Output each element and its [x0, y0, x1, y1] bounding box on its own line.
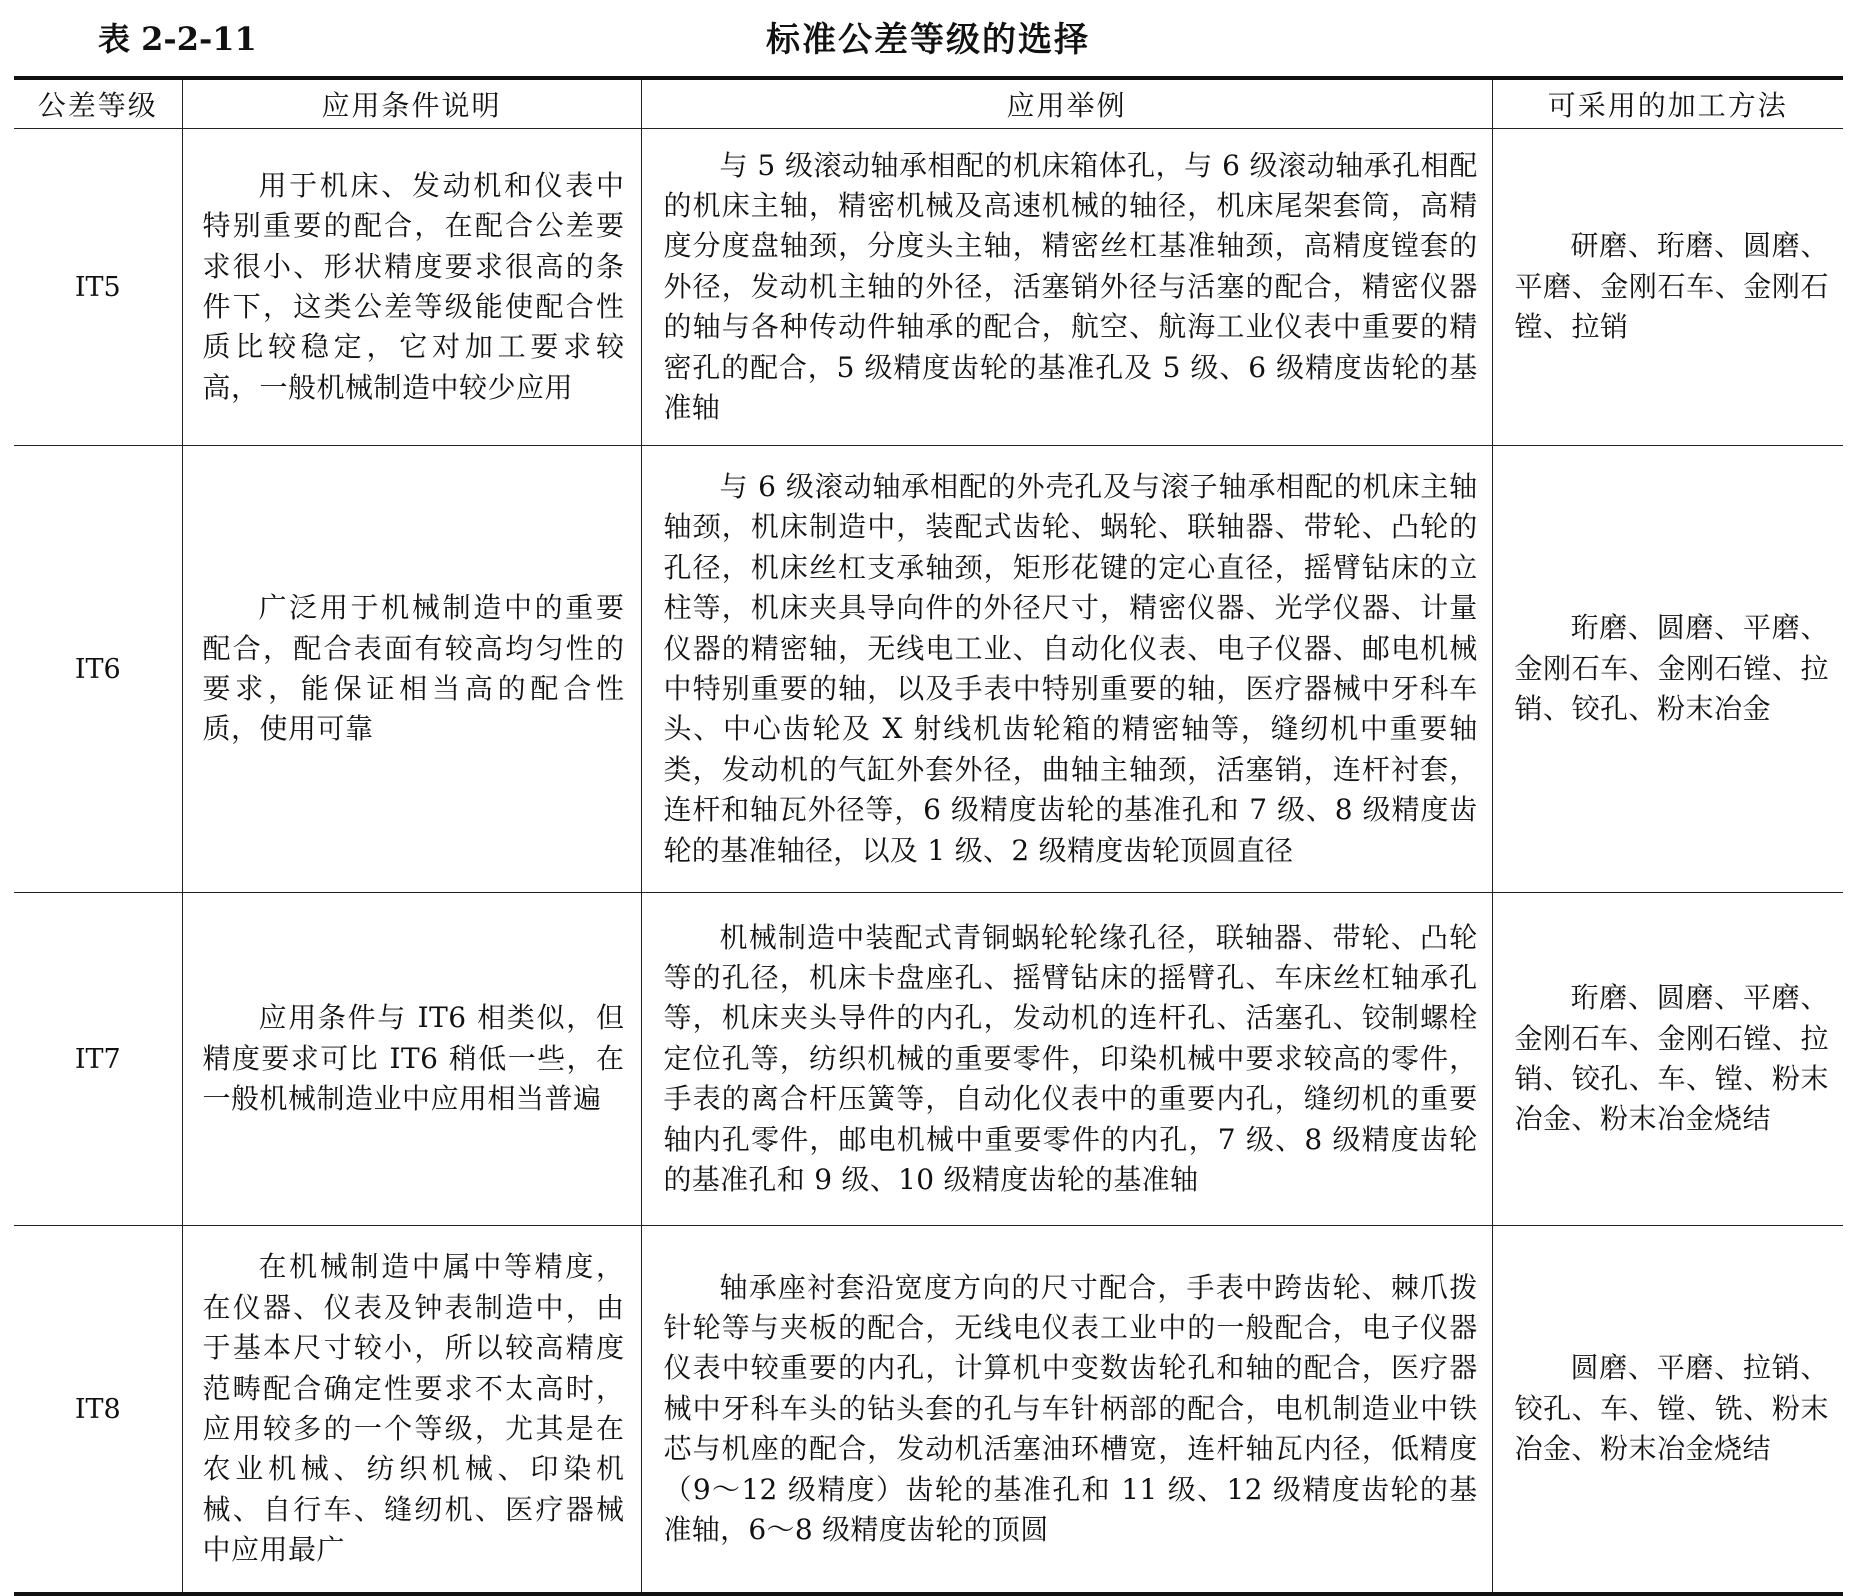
example-cell: 机械制造中装配式青铜蜗轮轮缘孔径，联轴器、带轮、凸轮等的孔径，机床卡盘座孔、摇臂钻床的摇臂孔、车床丝杠轴承孔等，机床夹头导件的内孔，发动机的连杆孔、活塞孔、铰制螺栓定位孔等，纺织机械的重要零件，印染机械中要求较高的零件，手表的离合杆压簧等，自动化仪表中的重要内孔，缝纫机的重要轴内孔零件，邮电机械中重要零件的内孔，7 级、8 级精度齿轮的基准孔和 9 级、10 级精度齿轮的基准轴 — [641, 893, 1492, 1226]
example-cell: 与 6 级滚动轴承相配的外壳孔及与滚子轴承相配的机床主轴轴颈，机床制造中，装配式齿轮、蜗轮、联轴器、带轮、凸轮的孔径，机床丝杠支承轴颈，矩形花键的定心直径，摇臂钻床的立柱等，机床夹具导向件的外径尺寸，精密仪器、光学仪器、计量仪器的精密轴，无线电工业、自动化仪表、电子仪器、邮电机械中特别重要的轴，以及手表中特别重要的轴，医疗器械中牙科车头、中心齿轮及 X 射线机齿轮箱的精密轴等，缝纫机中重要轴类，发动机的气缸外套外径，曲轴主轴颈，活塞销，连杆衬套，连杆和轴瓦外径等，6 级精度齿轮的基准孔和 7 级、8 级精度齿轮的基准轴径，以及 1 级、2 级精度齿轮顶圆直径 — [641, 446, 1492, 893]
header-condition: 应用条件说明 — [182, 78, 641, 129]
condition-cell: 应用条件与 IT6 相类似，但精度要求可比 IT6 稍低一些，在一般机械制造业中应用相当普遍 — [182, 893, 641, 1226]
grade-cell: IT8 — [14, 1226, 182, 1595]
table-row — [14, 446, 1843, 893]
condition-cell: 广泛用于机械制造中的重要配合，配合表面有较高均匀性的要求，能保证相当高的配合性质，使用可靠 — [182, 446, 641, 893]
header-row — [14, 78, 1843, 129]
table-row — [14, 1226, 1843, 1595]
table-row — [14, 129, 1843, 446]
tolerance-grade-table — [14, 76, 1843, 1596]
header-grade: 公差等级 — [14, 78, 182, 129]
grade-cell: IT6 — [14, 446, 182, 893]
condition-cell: 在机械制造中属中等精度，在仪器、仪表及钟表制造中，由于基本尺寸较小，所以较高精度范畴配合确定性要求不太高时，应用较多的一个等级，尤其是在农业机械、纺织机械、印染机械、自行车、缝纫机、医疗器械中应用最广 — [182, 1226, 641, 1595]
table-caption — [0, 0, 1856, 74]
methods-cell: 研磨、珩磨、圆磨、平磨、金刚石车、金刚石镗、拉销 — [1492, 129, 1843, 446]
methods-cell: 珩磨、圆磨、平磨、金刚石车、金刚石镗、拉销、铰孔、车、镗、粉末冶金、粉末冶金烧结 — [1492, 893, 1843, 1226]
table-number: 表 2-2-11 — [98, 20, 257, 58]
methods-cell: 珩磨、圆磨、平磨、金刚石车、金刚石镗、拉销、铰孔、粉末冶金 — [1492, 446, 1843, 893]
table-title: 标准公差等级的选择 — [766, 20, 1090, 60]
example-cell: 与 5 级滚动轴承相配的机床箱体孔，与 6 级滚动轴承孔相配的机床主轴，精密机械及高速机械的轴径，机床尾架套筒，高精度分度盘轴颈，分度头主轴，精密丝杠基准轴颈，高精度镗套的外径，发动机主轴的外径，活塞销外径与活塞的配合，精密仪器的轴与各种传动件轴承的配合，航空、航海工业仪表中重要的精密孔的配合，5 级精度齿轮的基准孔及 5 级、6 级精度齿轮的基准轴 — [641, 129, 1492, 446]
grade-cell: IT7 — [14, 893, 182, 1226]
header-methods: 可采用的加工方法 — [1492, 78, 1843, 129]
grade-cell: IT5 — [14, 129, 182, 446]
header-example: 应用举例 — [641, 78, 1492, 129]
methods-cell: 圆磨、平磨、拉销、铰孔、车、镗、铣、粉末冶金、粉末冶金烧结 — [1492, 1226, 1843, 1595]
table-row — [14, 893, 1843, 1226]
condition-cell: 用于机床、发动机和仪表中特别重要的配合，在配合公差要求很小、形状精度要求很高的条件下，这类公差等级能使配合性质比较稳定，它对加工要求较高，一般机械制造中较少应用 — [182, 129, 641, 446]
example-cell: 轴承座衬套沿宽度方向的尺寸配合，手表中跨齿轮、棘爪拨针轮等与夹板的配合，无线电仪表工业中的一般配合，电子仪器仪表中较重要的内孔，计算机中变数齿轮孔和轴的配合，医疗器械中牙科车头的钻头套的孔与车针柄部的配合，电机制造业中铁芯与机座的配合，发动机活塞油环槽宽，连杆轴瓦内径，低精度（9～12 级精度）齿轮的基准孔和 11 级、12 级精度齿轮的基准轴，6～8 级精度齿轮的顶圆 — [641, 1226, 1492, 1595]
